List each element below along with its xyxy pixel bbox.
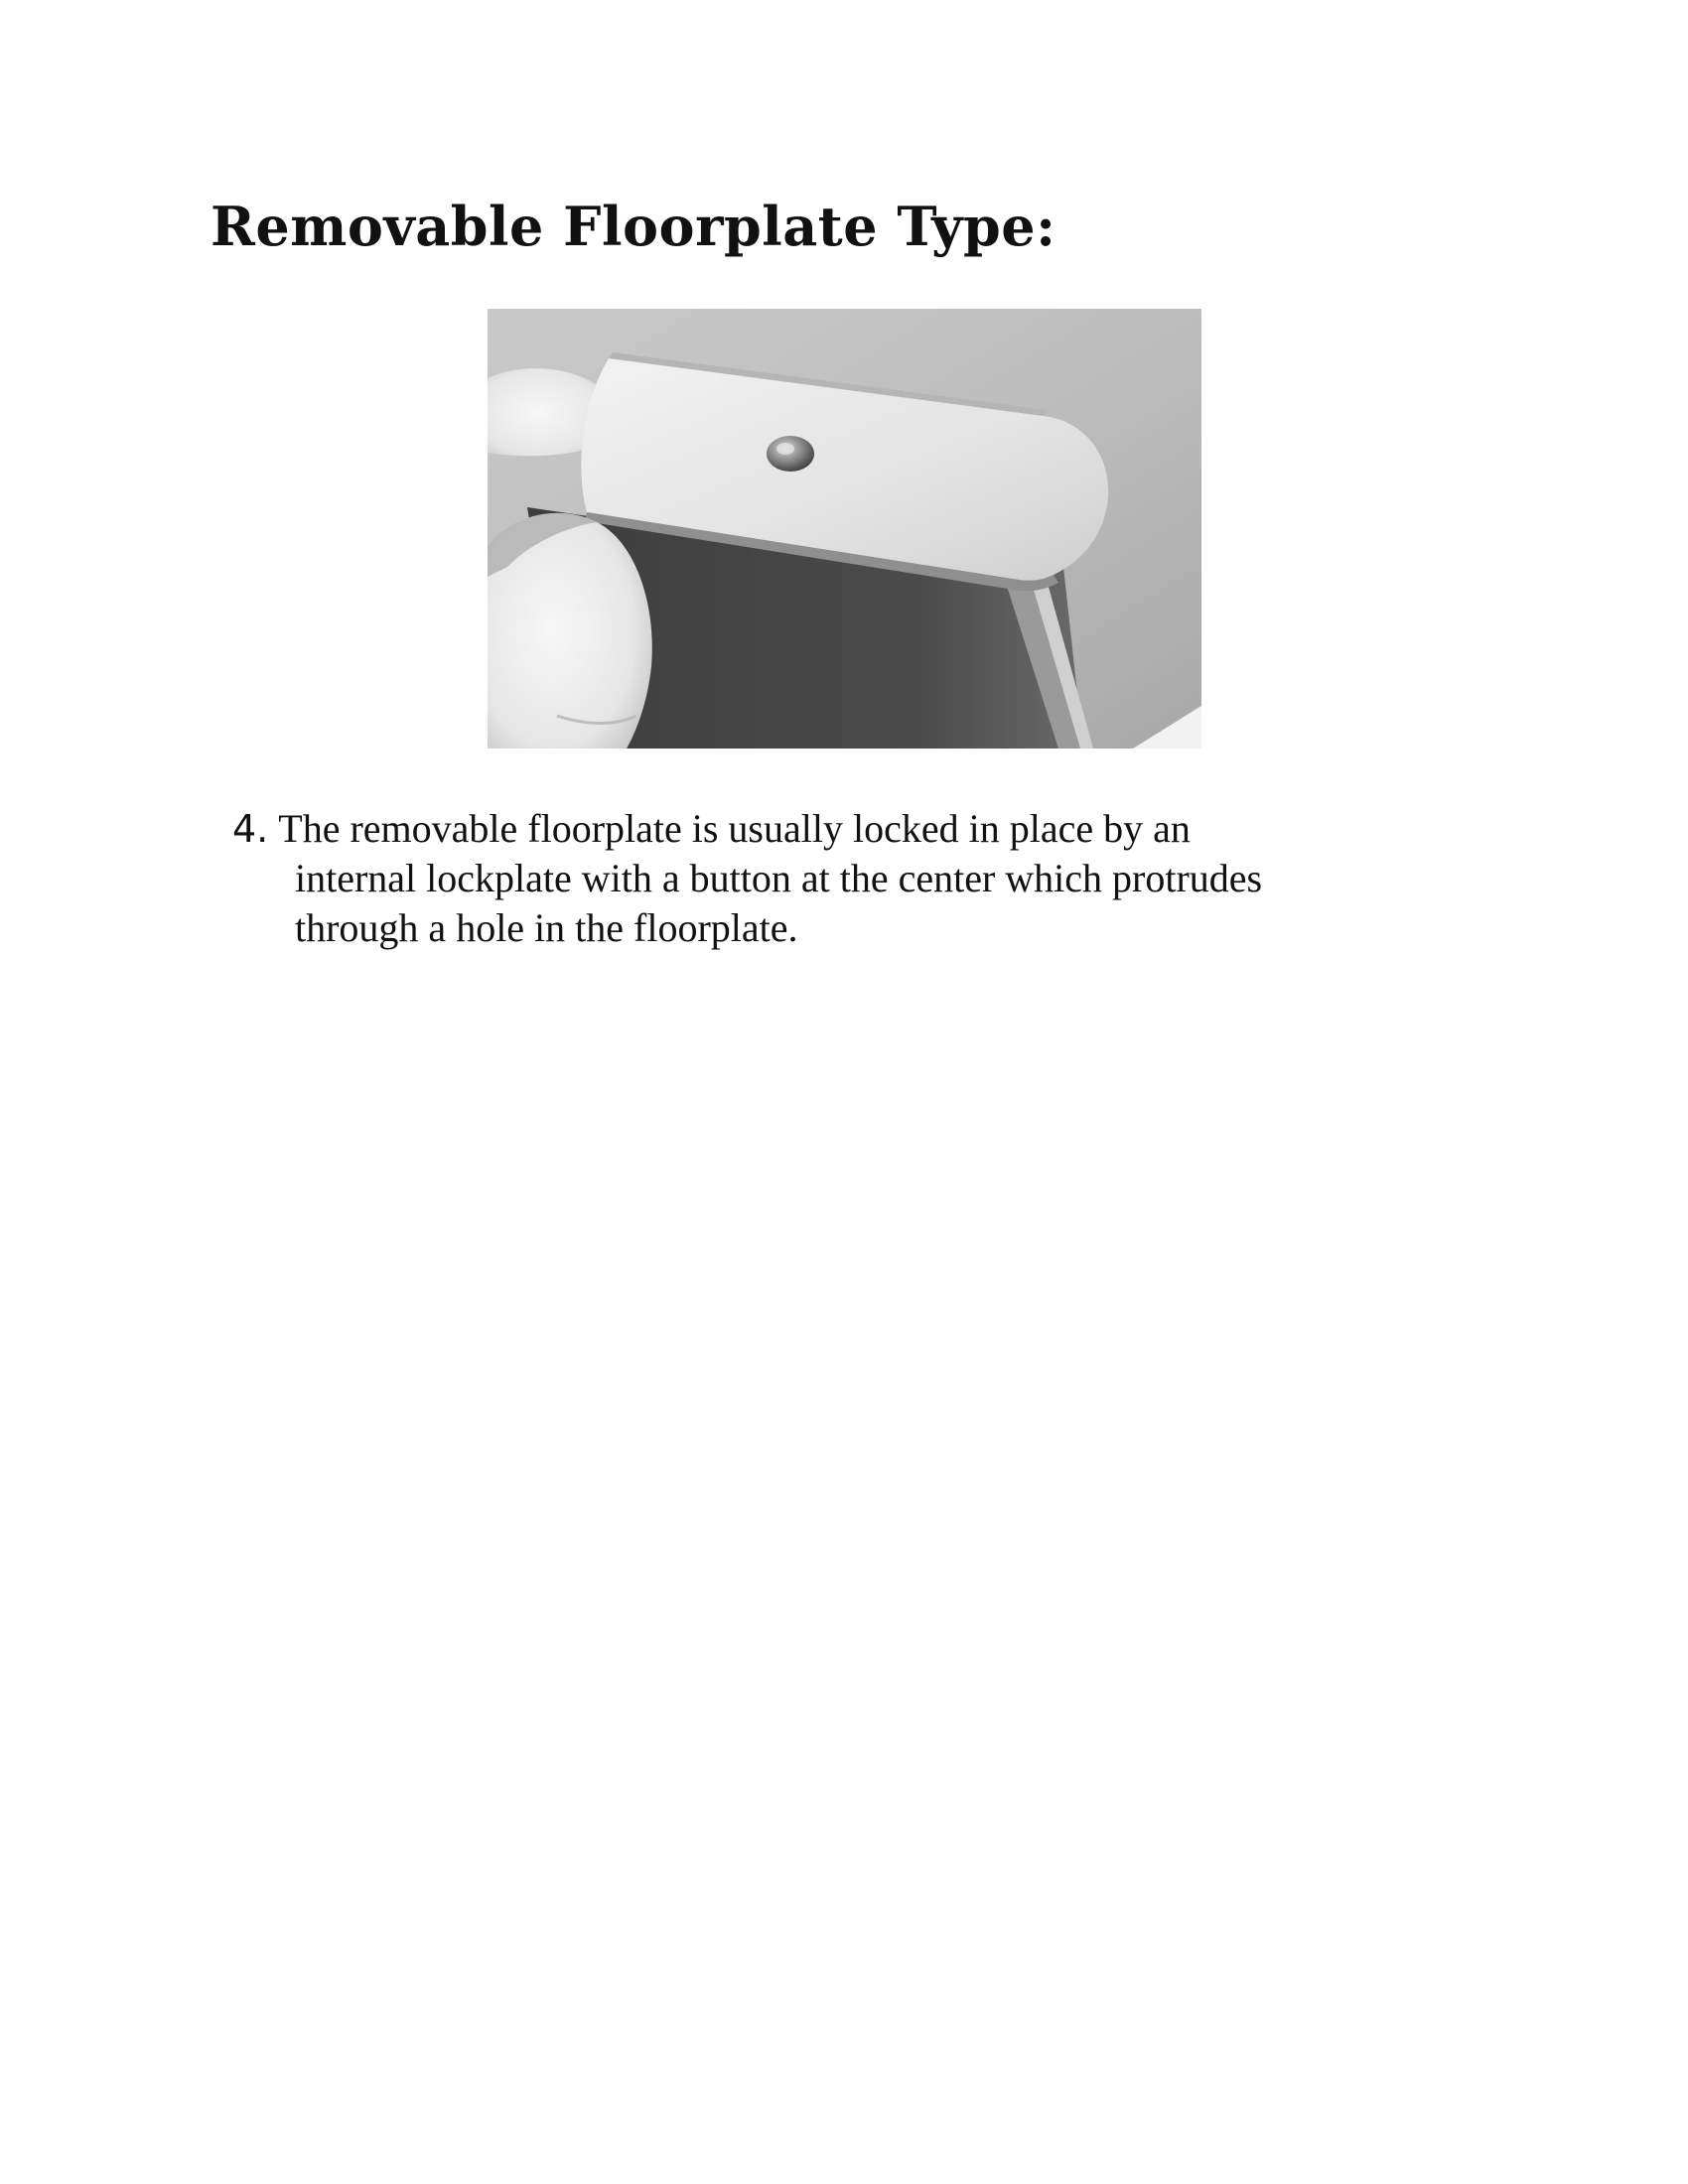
- page-title: Removable Floorplate Type:: [211, 195, 1056, 258]
- floorplate-photo-icon: [488, 309, 1201, 749]
- floorplate-photo: [488, 309, 1201, 749]
- step-4: [232, 804, 1483, 953]
- step-text-line-3: through a hole in the floorplate.: [295, 905, 798, 950]
- step-text-line-1: The removable floorplate is usually locked in place by an: [278, 806, 1191, 851]
- step-line-1: [232, 804, 1483, 854]
- step-number: 4.: [232, 807, 269, 851]
- step-text-line-2: internal lockplate with a button at the center which protrudes: [295, 856, 1263, 900]
